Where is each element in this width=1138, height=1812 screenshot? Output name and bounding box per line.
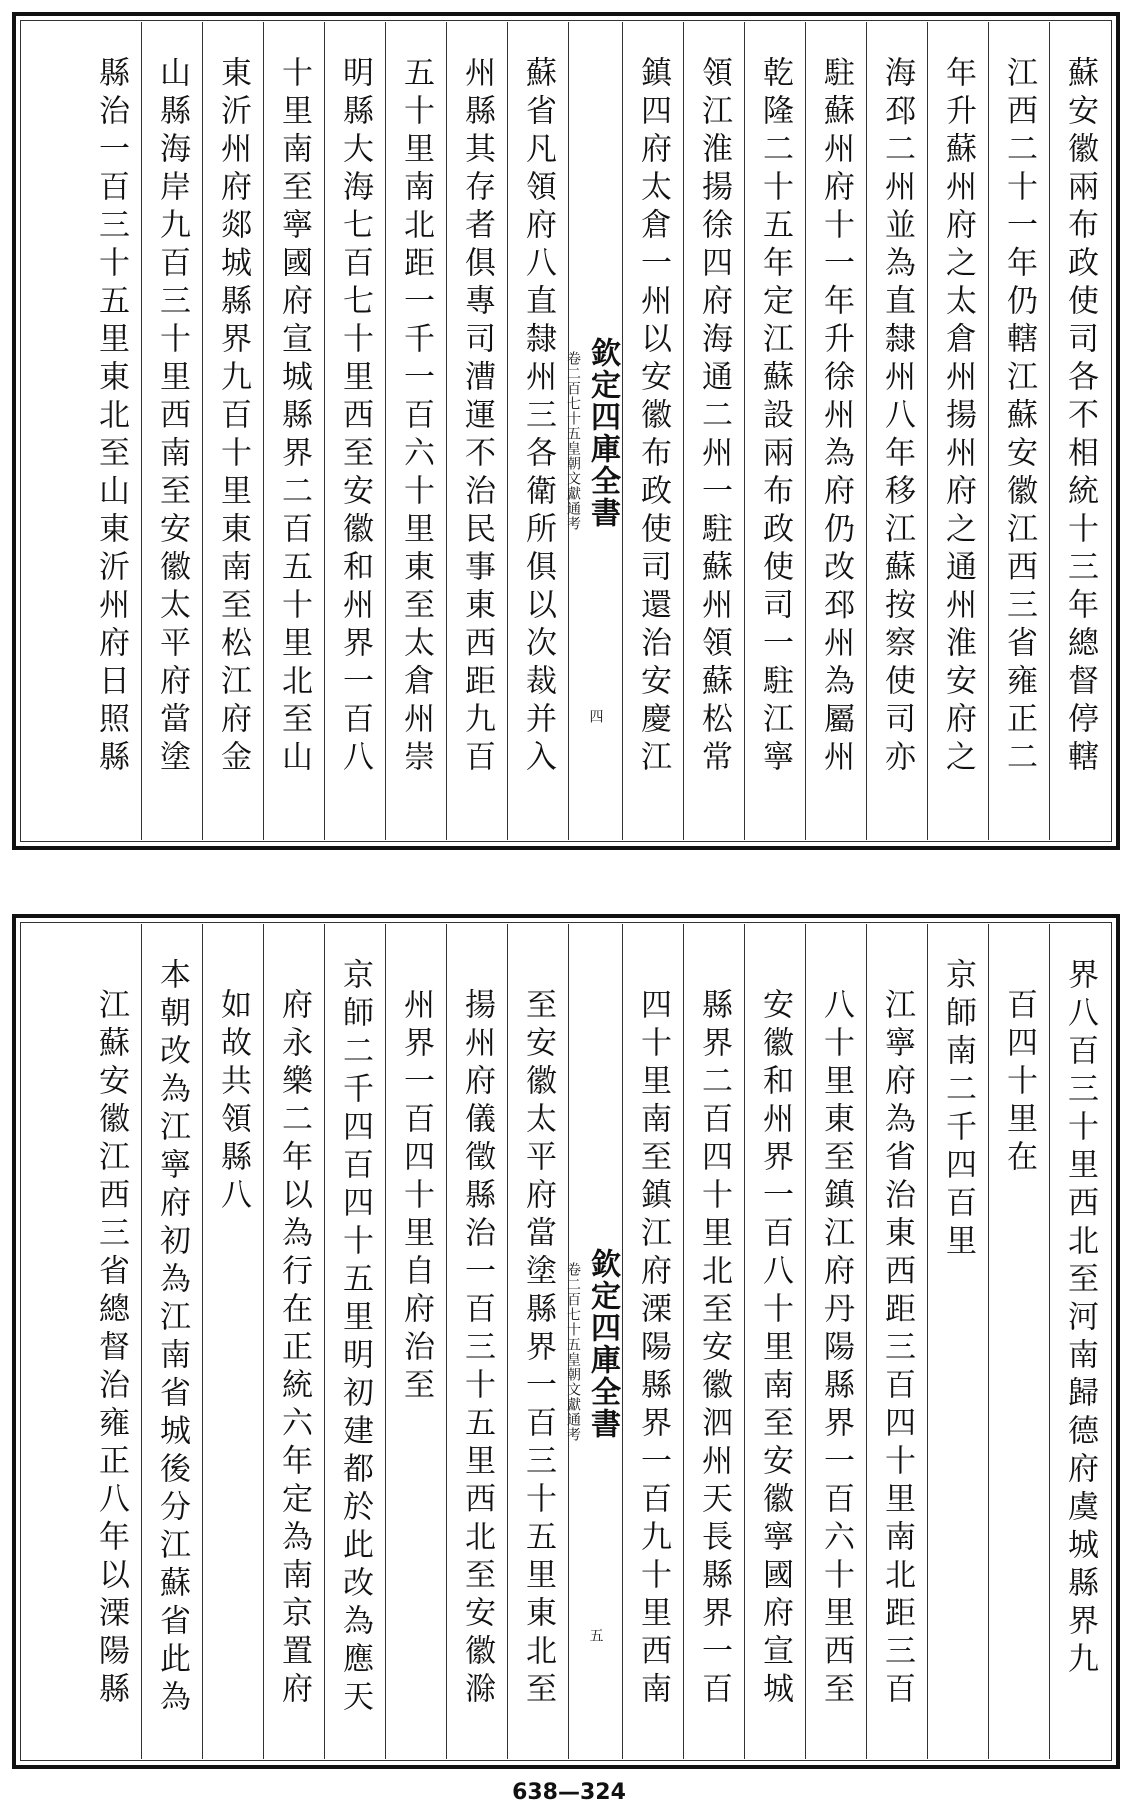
bottom-page — [12, 914, 1120, 1769]
text-column: 年升蘇州府之太倉州揚州府之通州淮安府之 — [927, 22, 988, 840]
source-title: 皇朝文獻通考 — [565, 441, 581, 531]
text-column: 鎮四府太倉一州以安徽布政使司還治安慶江 — [622, 22, 683, 840]
text-column: 界八百三十里西北至河南歸德府虞城縣界九 — [1049, 924, 1110, 1759]
bottom-columns — [22, 924, 1110, 1759]
text-column: 明縣大海七百七十里西至安徽和州界一百八 — [324, 22, 385, 840]
text-column: 州縣其存者俱專司漕運不治民事東西距九百 — [446, 22, 507, 840]
text-column: 府永樂二年以為行在正統六年定為南京置府 — [263, 924, 324, 1759]
text-column: 八十里東至鎮江府丹陽縣界一百六十里西至 — [805, 924, 866, 1759]
text-column: 四十里南至鎮江府溧陽縣界一百九十里西南 — [622, 924, 683, 1759]
text-column: 京師南二千四百里 — [927, 924, 988, 1759]
center-fold-column — [565, 924, 622, 1759]
text-column: 東沂州府郯城縣界九百十里東南至松江府金 — [202, 22, 263, 840]
text-column: 縣界二百四十里北至安徽泗州天長縣界一百 — [683, 924, 744, 1759]
text-column: 江寧府為省治東西距三百四十里南北距三百 — [866, 924, 927, 1759]
text-column: 揚州府儀徵縣治一百三十五里西北至安徽滁 — [446, 924, 507, 1759]
center-fold-column — [565, 22, 622, 840]
text-column: 京師二千四百四十五里明初建都於此改為應天 — [324, 924, 385, 1759]
text-column: 江西二十一年仍轄江蘇安徽江西三省雍正二 — [988, 22, 1049, 840]
text-column: 領江淮揚徐四府海通二州一駐蘇州領蘇松常 — [683, 22, 744, 840]
text-column: 駐蘇州府十一年升徐州為府仍改邳州為屬州 — [805, 22, 866, 840]
text-column: 江蘇安徽江西三省總督治雍正八年以溧陽縣 — [93, 988, 129, 1710]
text-column: 本朝改為江寧府初為江南省城後分江蘇省此為 — [141, 924, 202, 1759]
text-column: 五十里南北距一千一百六十里東至太倉州崇 — [385, 22, 446, 840]
book-title: 欽定四庫全書 — [585, 1247, 620, 1440]
folio-number: 四 — [587, 709, 604, 730]
source-title: 皇朝文獻通考 — [565, 1351, 581, 1442]
text-column: 蘇省凡領府八直隸州三各衛所俱以次裁并入 — [507, 22, 568, 840]
text-column: 安徽和州界一百八十里南至安徽寧國府宣城 — [744, 924, 805, 1759]
text-column: 縣治一百三十五里東北至山東沂州府日照縣 — [93, 56, 129, 778]
text-column: 至安徽太平府當塗縣界一百三十五里東北至 — [507, 924, 568, 1759]
text-column: 山縣海岸九百三十里西南至安徽太平府當塗 — [141, 22, 202, 840]
top-columns — [22, 22, 1110, 840]
book-title: 欽定四庫全書 — [585, 337, 620, 529]
text-column: 海邳二州並為直隸州八年移江蘇按察使司亦 — [866, 22, 927, 840]
folio-number: 五 — [587, 1628, 604, 1649]
page-number: 638—324 — [512, 1780, 626, 1805]
top-page — [12, 12, 1120, 850]
text-column: 州界一百四十里自府治至 — [385, 924, 446, 1759]
text-column: 蘇安徽兩布政使司各不相統十三年總督停轄 — [1049, 22, 1110, 840]
text-column: 乾隆二十五年定江蘇設兩布政使司一駐江寧 — [744, 22, 805, 840]
text-column: 百四十里在 — [988, 924, 1049, 1759]
text-column: 如故共領縣八 — [202, 924, 263, 1759]
text-column: 十里南至寧國府宣城縣界二百五十里北至山 — [263, 22, 324, 840]
source-volume: 卷二百七十五 — [565, 351, 581, 441]
source-volume: 卷二百七十五 — [565, 1261, 581, 1352]
